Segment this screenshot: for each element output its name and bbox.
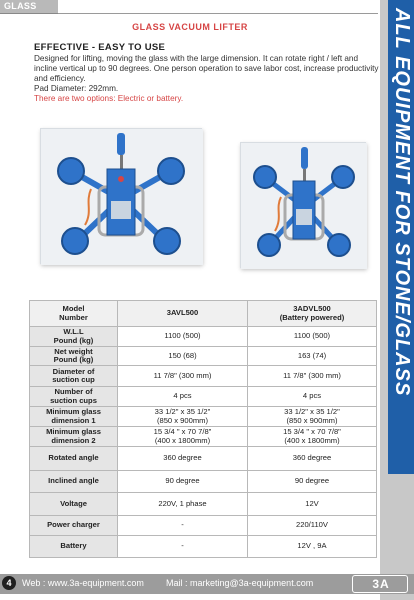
row-value-model-2-line: 12V [305,498,319,508]
row-value-model-2 [248,536,377,558]
row-value-model-2-line: (400 x 1800mm) [284,435,340,445]
row-label-line: Diameter of [52,366,95,376]
side-banner-text: ALL EQUIPMENT FOR STONE/GLASS [391,8,413,397]
row-label-line: suction cups [50,395,97,405]
table-row [30,493,377,516]
row-value-model-2 [248,387,377,407]
footer-web: Web : www.3a-equipment.com [22,578,144,588]
intro-heading: EFFECTIVE - EASY TO USE [34,42,166,53]
row-value-model-1-line: 150 (68) [168,350,197,360]
company-logo [352,575,408,593]
table-row [30,327,377,347]
row-value-model-1 [118,536,248,558]
row-value-model-2 [248,471,377,493]
table-row [30,536,377,558]
row-label-line: Rotated angle [48,453,99,463]
row-label [30,366,118,387]
row-value-model-1 [118,427,248,447]
row-label [30,387,118,407]
row-label-line: W.L.L [63,327,84,337]
row-value-model-1-line: 1100 (500) [164,331,201,341]
footer [0,574,414,594]
row-value-model-2 [248,427,377,447]
row-value-model-1 [118,471,248,493]
header-model-2-line: 3ADVL500 [293,304,331,314]
row-value-model-1 [118,327,248,347]
table-row [30,407,377,427]
vacuum-lifter-3avl500-photo [40,128,202,264]
page-number: 4 [2,576,16,590]
row-label-line: Inclined angle [48,476,99,486]
row-label-line: dimension 2 [51,435,96,445]
vacuum-lifter-3advl500-photo [240,142,366,268]
page-title: GLASS VACUUM LIFTER [132,22,248,32]
row-value-model-1 [118,407,248,427]
row-value-model-2 [248,493,377,516]
row-label-line: Pound (kg) [53,355,94,364]
row-value-model-1-line: - [181,520,184,530]
row-value-model-1-line: 360 degree [163,453,202,463]
row-value-model-1-line: - [181,541,184,551]
table-row [30,366,377,387]
row-value-model-2-line: 33 1/2" x 35 1/2" [284,407,340,417]
row-value-model-2-line: (850 x 900mm) [286,415,338,425]
options-note: There are two options: Electric or battery. [34,94,184,103]
row-label-line: Minimum glass [46,407,101,417]
row-value-model-2-line: 11 7/8" (300 mm) [283,370,341,380]
table-row [30,447,377,471]
row-value-model-1 [118,447,248,471]
pad-diameter-text: Pad Diameter: 292mm. [34,84,119,93]
row-label [30,427,118,447]
table-header-row [30,301,377,327]
header-label-line: Number [59,312,88,322]
row-value-model-1-line: 15 3/4 " x 70 7/8" [153,427,212,437]
table-row [30,427,377,447]
row-value-model-2-line: 1100 (500) [293,331,331,341]
intro-description [34,54,382,104]
row-value-model-2-line: 360 degree [292,453,332,463]
top-divider [58,13,378,14]
row-value-model-2 [248,366,377,387]
row-label [30,536,118,558]
row-value-model-1 [118,366,248,387]
footer-mail: Mail : marketing@3a-equipment.com [166,578,314,588]
table-row [30,387,377,407]
table-row [30,347,377,366]
row-label-line: Power charger [47,520,100,530]
row-label-line: suction cup [52,375,95,384]
row-value-model-1-line: (850 x 900mm) [156,415,209,425]
row-label-line: dimension 1 [51,415,96,425]
row-value-model-1 [118,516,248,536]
row-label [30,407,118,427]
row-value-model-2 [248,347,377,366]
row-value-model-2-line: 15 3/4 " x 70 7/8" [283,427,341,437]
row-label [30,347,118,366]
row-value-model-2-line: 90 degree [294,476,330,486]
row-value-model-2 [248,407,377,427]
header-model-1: 3AVL500 [118,301,248,327]
row-value-model-2 [248,447,377,471]
row-label-line: Minimum glass [46,427,101,437]
row-label [30,516,118,536]
row-label [30,447,118,471]
row-value-model-1-line: 90 degree [165,476,200,486]
row-value-model-2-line: 12V , 9A [297,541,327,551]
row-value-model-1-line: 4 pcs [173,391,192,401]
logo-text: 3A [372,577,390,591]
table-row [30,471,377,493]
spec-table [29,300,377,558]
header-label-line: Model [62,304,85,314]
row-label [30,327,118,347]
row-value-model-2-line: 163 (74) [297,350,327,360]
row-value-model-1 [118,493,248,516]
row-value-model-1-line: 33 1/2" x 35 1/2" [154,407,211,417]
row-label-line: Pound (kg) [53,335,94,345]
header-model-2-line: (Battery powered) [279,312,345,322]
row-label-line: Number of [54,387,93,397]
header-model-2 [248,301,377,327]
row-value-model-1 [118,347,248,366]
section-tab [0,0,58,14]
row-value-model-2-line: 4 pcs [302,391,322,401]
row-label-line: Voltage [60,498,87,508]
row-value-model-1-line: 11 7/8" (300 mm) [153,370,212,380]
table-row [30,516,377,536]
row-label-line: Net weight [54,346,93,356]
description-text: Designed for lifting, moving the glass with the large dimension. It can rotate right / left and incline vertical up to 90 degrees. One person operation to save labor cost, increase productivity and efficiency. [34,54,379,83]
row-value-model-1-line: 220V, 1 phase [158,498,207,508]
row-value-model-2 [248,327,377,347]
header-label [30,301,118,327]
row-value-model-2 [248,516,377,536]
row-value-model-1 [118,387,248,407]
row-value-model-2-line: 220/110V [296,520,328,530]
row-label [30,493,118,516]
row-label [30,471,118,493]
row-value-model-1-line: (400 x 1800mm) [154,435,211,445]
section-tab-label: GLASS [4,1,37,11]
row-label-line: Battery [60,541,87,551]
